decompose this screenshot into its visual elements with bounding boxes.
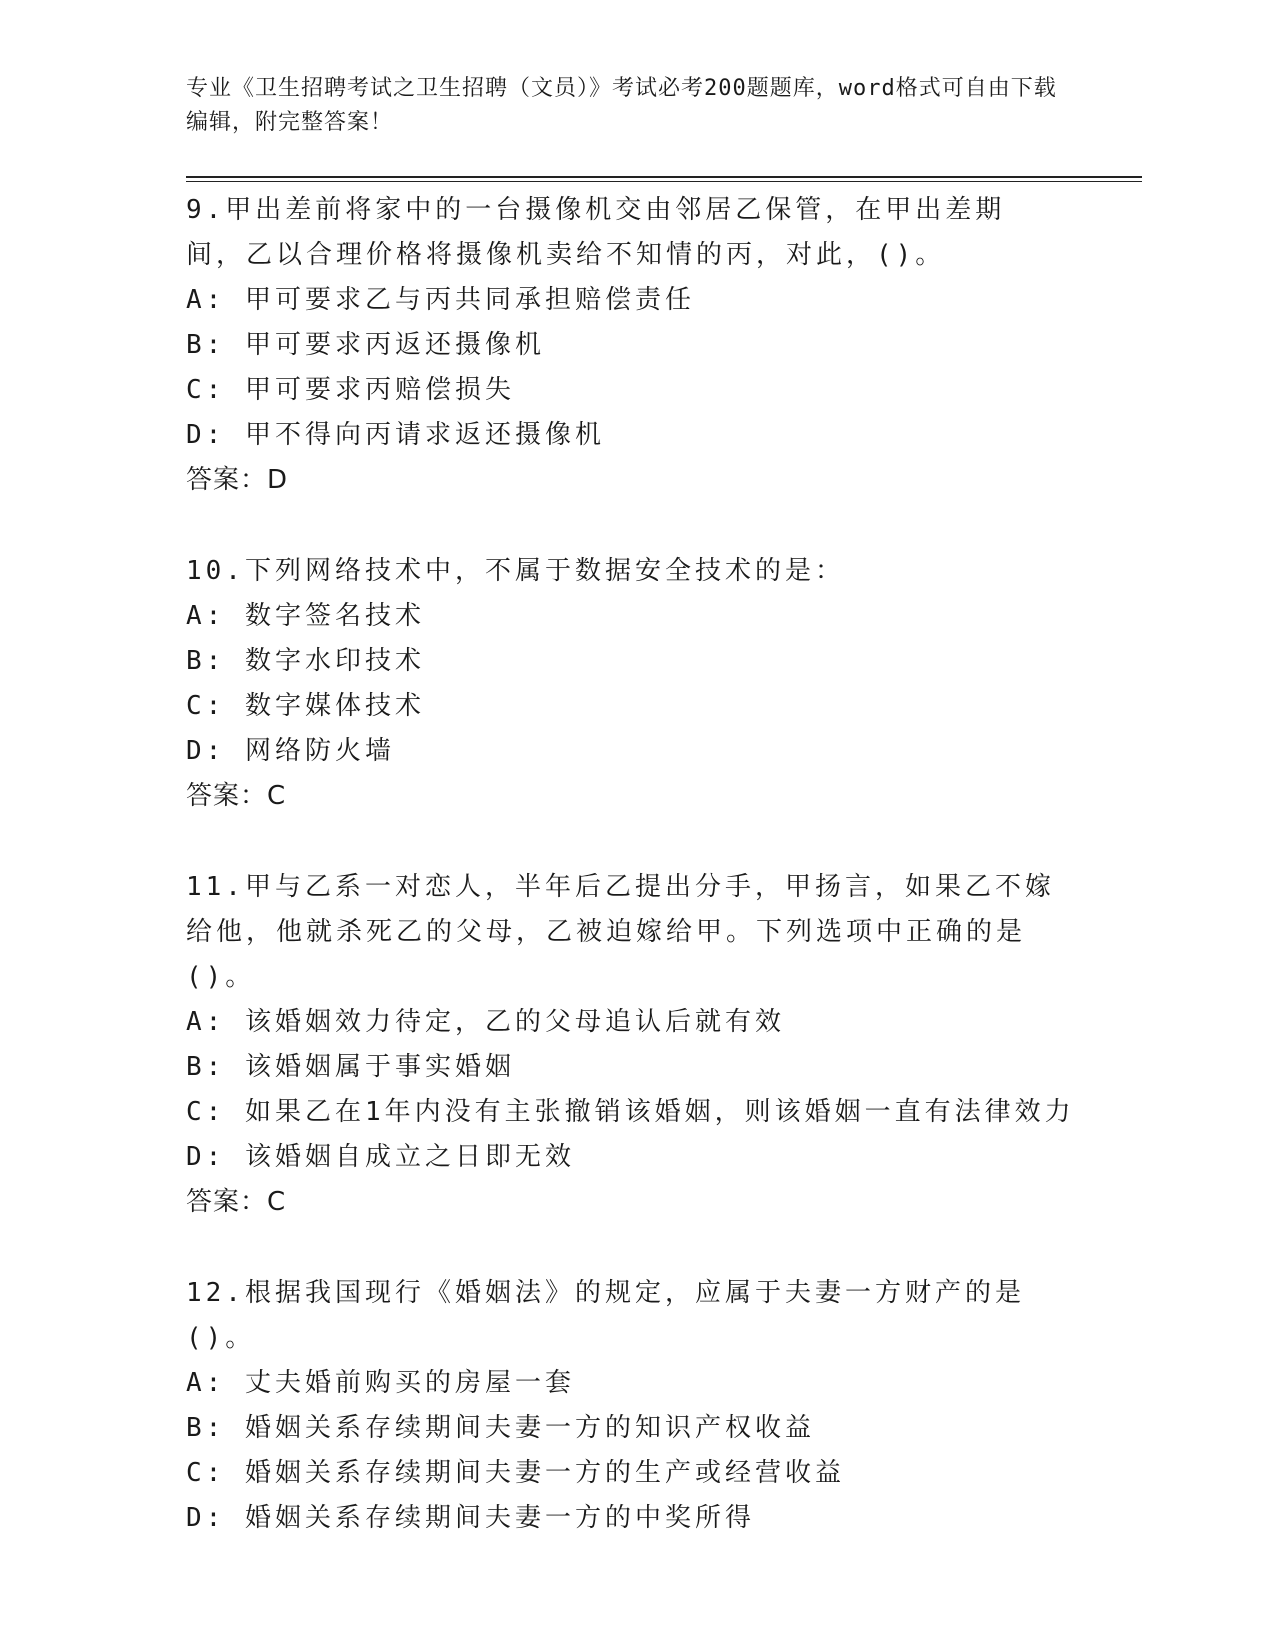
header-divider-thick — [186, 176, 1142, 178]
option-b: B: 甲可要求丙返还摄像机 — [186, 330, 545, 360]
option-c: C: 如果乙在1年内没有主张撤销该婚姻，则该婚姻一直有法律效力 — [186, 1097, 1075, 1127]
question-11 — [186, 865, 1086, 1225]
answer-line: 答案：C — [186, 781, 287, 811]
answer-line: 答案：D — [186, 465, 289, 495]
question-10 — [186, 549, 1086, 819]
answer-line: 答案：C — [186, 1187, 287, 1217]
option-d: D: 网络防火墙 — [186, 736, 395, 766]
option-b: B: 婚姻关系存续期间夫妻一方的知识产权收益 — [186, 1413, 815, 1443]
question-stem: 10.下列网络技术中，不属于数据安全技术的是： — [186, 556, 845, 586]
question-stem: 11.甲与乙系一对恋人，半年后乙提出分手，甲扬言，如果乙不嫁给他，他就杀死乙的父母，乙被迫嫁给甲。下列选项中正确的是()。 — [186, 872, 1055, 992]
option-a: A: 该婚姻效力待定，乙的父母追认后就有效 — [186, 1007, 785, 1037]
question-list — [186, 188, 1086, 1587]
document-header: 专业《卫生招聘考试之卫生招聘（文员）》考试必考200题题库，word格式可自由下载编辑，附完整答案！ — [186, 76, 1057, 135]
option-a: A: 甲可要求乙与丙共同承担赔偿责任 — [186, 285, 695, 315]
option-a: A: 数字签名技术 — [186, 601, 425, 631]
question-9 — [186, 188, 1086, 503]
option-b: B: 该婚姻属于事实婚姻 — [186, 1052, 515, 1082]
question-stem: 12.根据我国现行《婚姻法》的规定，应属于夫妻一方财产的是()。 — [186, 1278, 1025, 1353]
option-c: C: 婚姻关系存续期间夫妻一方的生产或经营收益 — [186, 1458, 845, 1488]
header-divider-thin — [186, 181, 1142, 182]
option-d: D: 该婚姻自成立之日即无效 — [186, 1142, 575, 1172]
question-12 — [186, 1271, 1086, 1541]
option-c: C: 甲可要求丙赔偿损失 — [186, 375, 515, 405]
option-b: B: 数字水印技术 — [186, 646, 425, 676]
option-d: D: 婚姻关系存续期间夫妻一方的中奖所得 — [186, 1503, 755, 1533]
option-a: A: 丈夫婚前购买的房屋一套 — [186, 1368, 575, 1398]
option-c: C: 数字媒体技术 — [186, 691, 425, 721]
option-d: D: 甲不得向丙请求返还摄像机 — [186, 420, 605, 450]
question-stem: 9.甲出差前将家中的一台摄像机交由邻居乙保管，在甲出差期间，乙以合理价格将摄像机卖给不知情的丙，对此，()。 — [186, 195, 1006, 270]
